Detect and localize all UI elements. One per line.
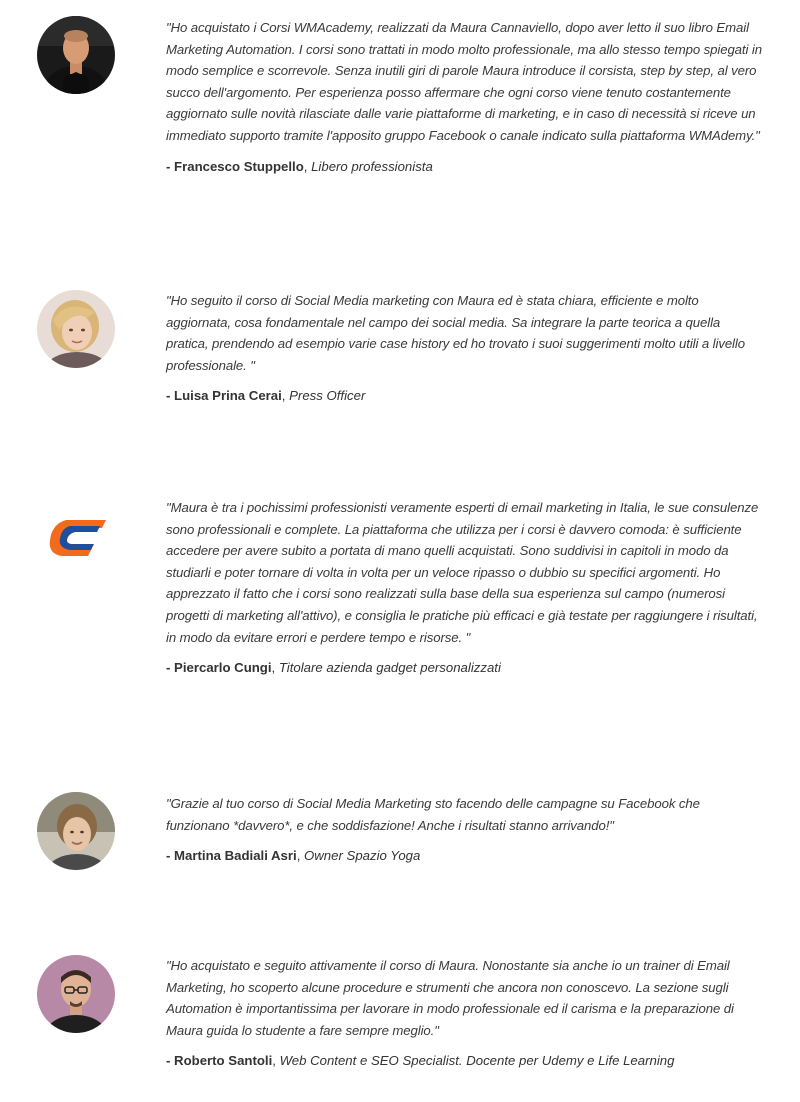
testimonial-author [166, 157, 766, 177]
testimonial-content [166, 497, 766, 678]
author-name: - Luisa Prina Cerai [166, 388, 282, 404]
testimonial-quote: "Ho seguito il corso di Social Media marketing con Maura ed è stata chiara, efficiente e molto aggiornata, cosa fondamentale nel campo dei social media. Sa integrare la parte teorica a quella pratica, prendendo ad esempio varie case history ed ho trovato i suoi suggerimenti molto utili a livello professionale. " [166, 293, 745, 373]
author-separator: , [281, 388, 290, 404]
testimonial-quote: "Maura è tra i pochissimi professionisti veramente esperti di email marketing in Italia, le sue consulenze sono professionali e complete. La piattaforma che utilizza per i corsi è davvero comoda: è sufficiente accedere per avere subito a portata di mano quelli acquistati. Sono suddivisi in capitoli in modo da studiarli e poter tornare di volta in volta per un veloce ripasso o dubbio su specifici argomenti. Ho apprezzato il fatto che i corsi sono realizzati sulla base della sua esperienza sul campo (numerosi progetti di marketing all'attivo), e consiglia le pratiche più efficaci e già testate per raggiungere i risultati, in modo da evitare errori e perdere tempo e risorse. " [166, 500, 759, 645]
testimonial-author [166, 386, 766, 406]
testimonial-content [166, 17, 766, 177]
author-separator: , [271, 660, 279, 676]
testimonial-quote: "Grazie al tuo corso di Social Media Marketing sto facendo delle campagne su Facebook che funzionano *davvero*, e che soddisfazione! Anche i risultati stanno arrivando!" [166, 796, 700, 833]
testimonial-author [166, 846, 766, 866]
testimonial-quote: "Ho acquistato e seguito attivamente il corso di Maura. Nonostante sia anche io un trainer di Email Marketing, ho scoperto alcune procedure e strumenti che ancora non conoscevo. La sezione sugli Automation è importantissima per lavorare in modo professionale ed il carisma e la preparazione di Maura guida lo studente a fare sempre meglio." [166, 958, 734, 1038]
testimonial-content [166, 955, 766, 1071]
woman-portrait-blonde-icon [37, 290, 115, 368]
author-name: - Piercarlo Cungi [166, 660, 272, 676]
author-name: - Francesco Stuppello [166, 158, 304, 174]
author-role: Titolare azienda gadget personalizzati [278, 660, 501, 676]
testimonial-quote: "Ho acquistato i Corsi WMAcademy, realizzati da Maura Cannaviello, dopo aver letto il suo libro Email Marketing Automation. I corsi sono trattati in modo molto professionale, ma allo stesso tempo spiegati in modo semplice e scorrevole. Senza inutili giri di parole Maura introduce il corsista, step by step, al vero succo dell'argomento. Per esperienza posso affermare che ogni corso viene tenuto costantemente aggiornato sulle novità rilasciate dalle varie piattaforme di marketing, e in caso di necessità si riceve un immediato supporto tramite l'apposito gruppo Facebook o canale indicato sulla piattaforma WMAdemy." [166, 20, 762, 143]
testimonial-content [166, 290, 766, 406]
woman-portrait-icon [37, 792, 115, 870]
testimonial-author [166, 1051, 766, 1071]
company-c-logo-icon [44, 514, 108, 560]
author-separator: , [296, 848, 305, 864]
testimonial-author [166, 658, 766, 678]
author-separator: , [303, 158, 312, 174]
author-name: - Martina Badiali Asri [166, 848, 297, 864]
author-role: Web Content e SEO Specialist. Docente per Udemy e Life Learning [279, 1053, 675, 1069]
author-name: - Roberto Santoli [166, 1053, 273, 1069]
author-role: Owner Spazio Yoga [304, 848, 421, 864]
man-portrait-bald-icon [37, 16, 115, 94]
man-portrait-glasses-icon [37, 955, 115, 1033]
testimonial-content [166, 793, 766, 866]
author-role: Press Officer [289, 388, 366, 404]
author-role: Libero professionista [311, 158, 433, 174]
author-separator: , [272, 1053, 280, 1069]
